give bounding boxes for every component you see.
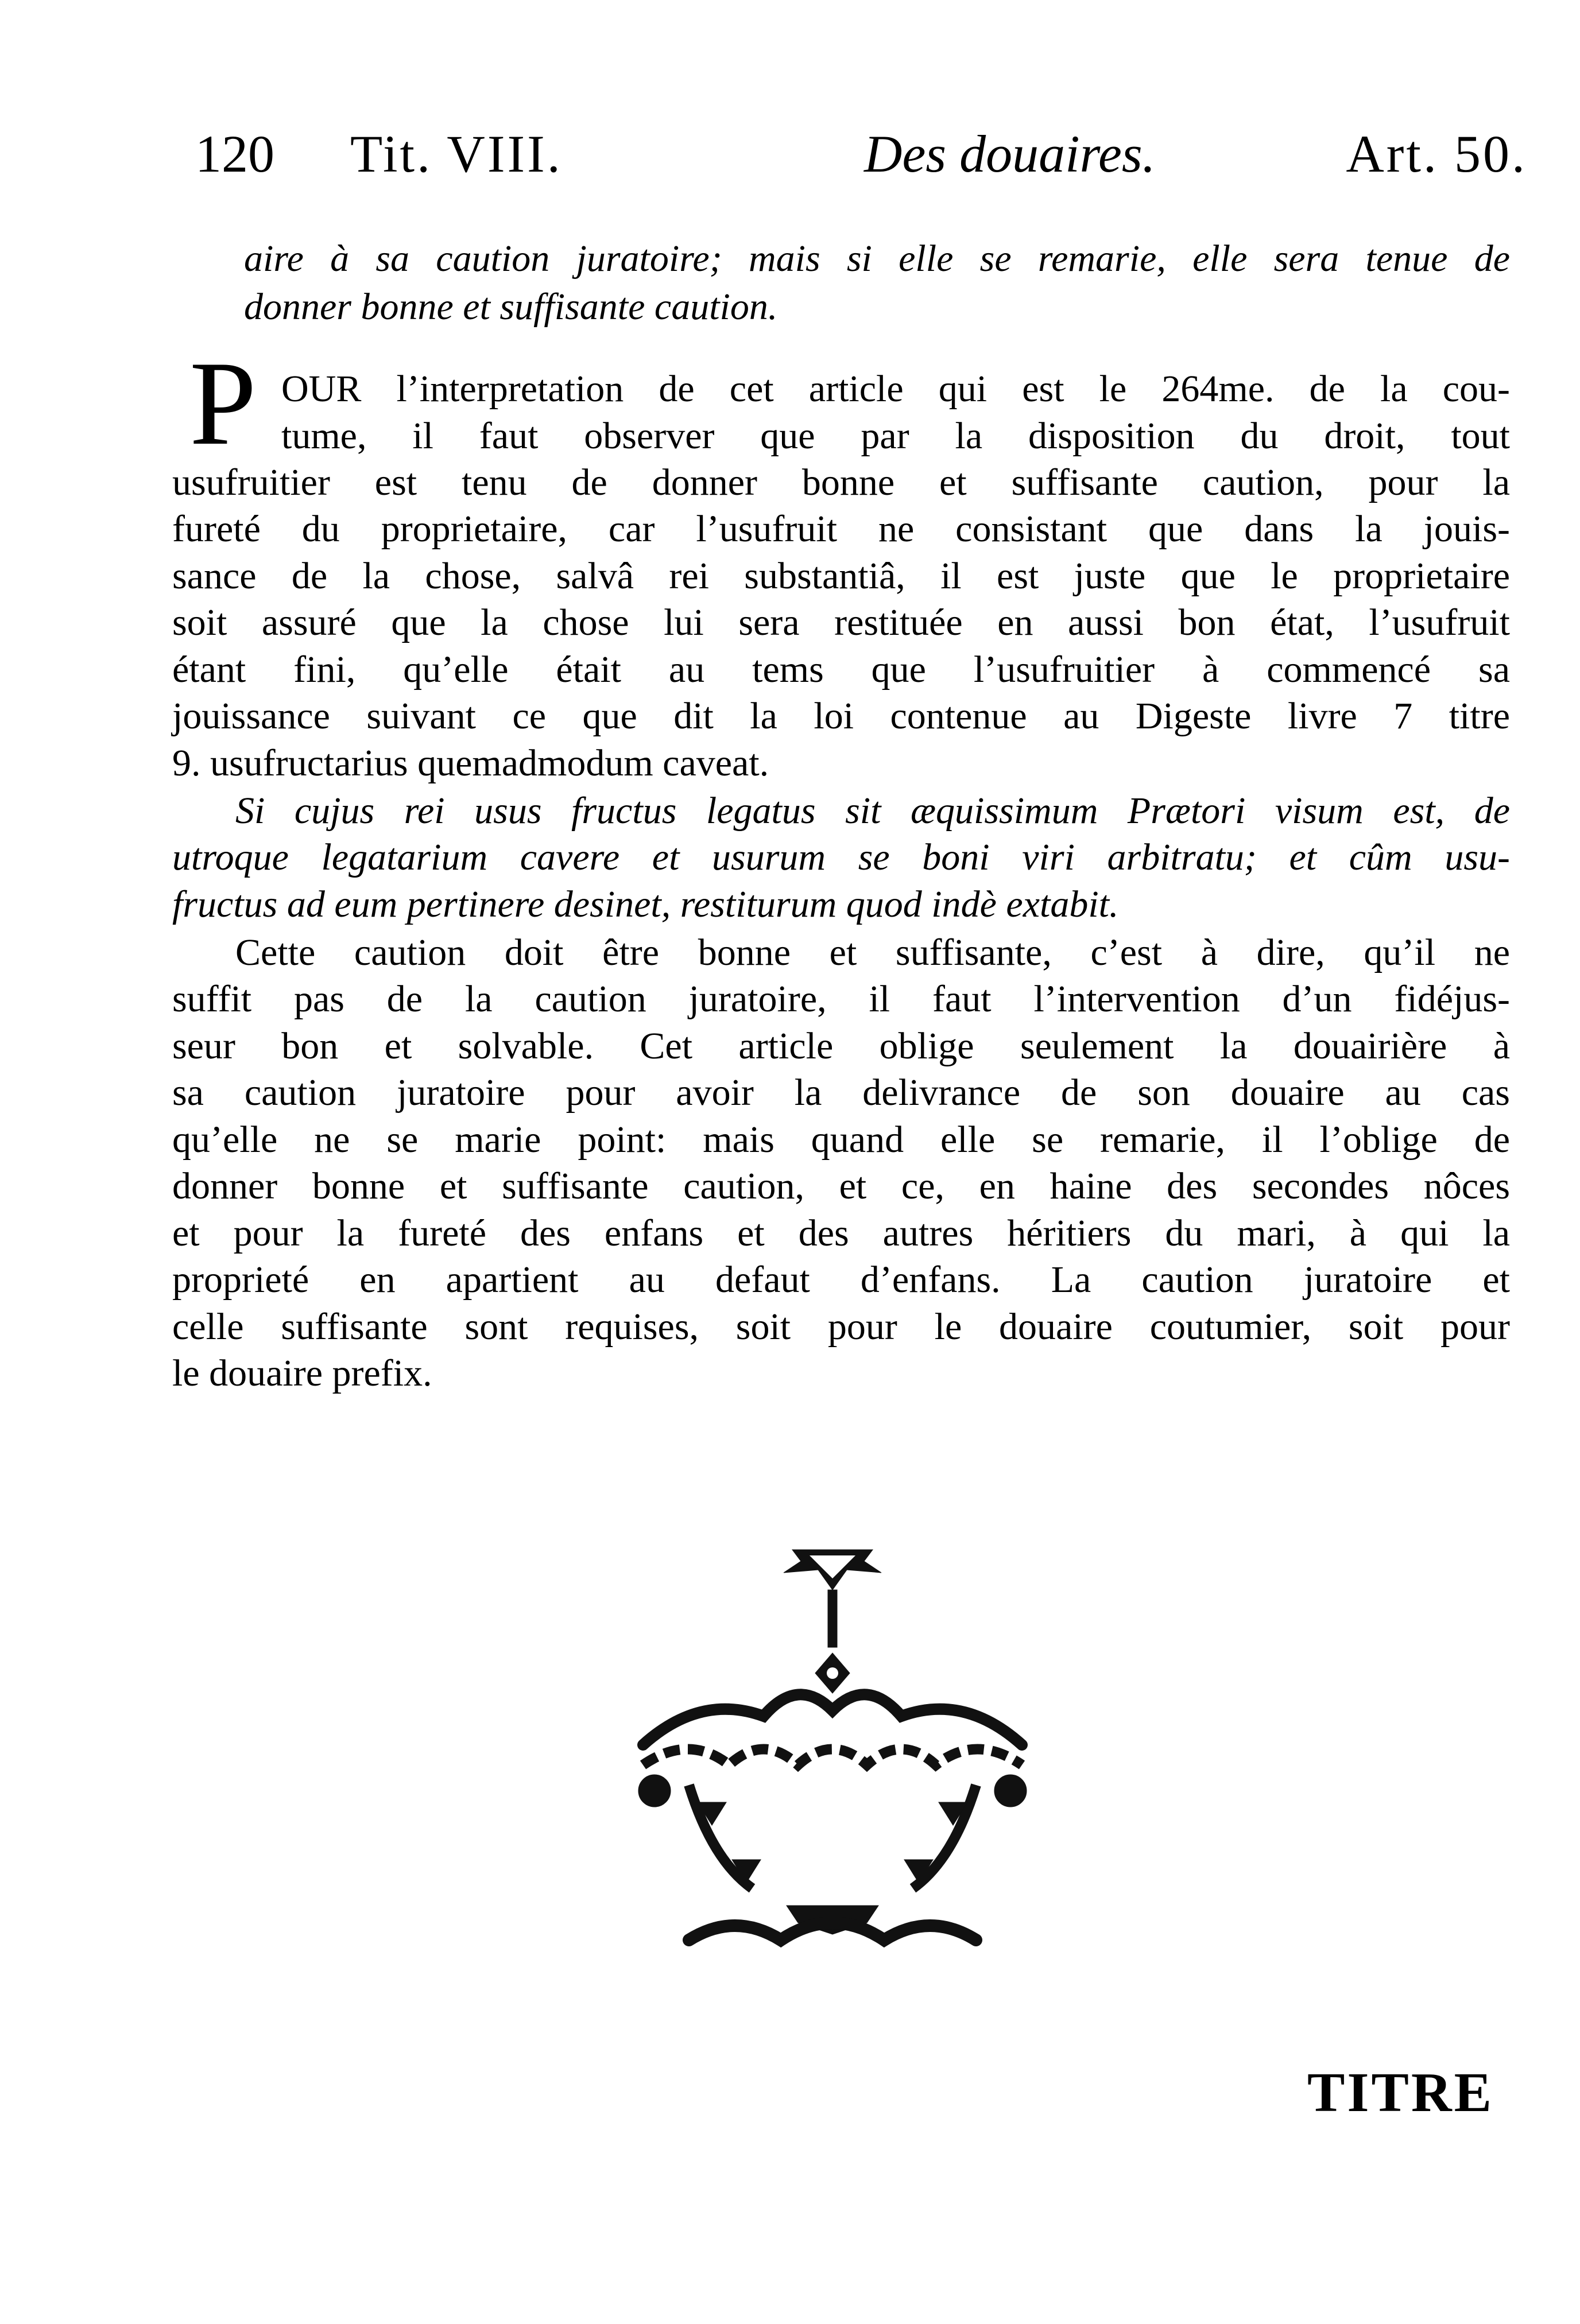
ornament-garland-top [643,1694,1022,1745]
commentary-line: usufruitier est tenu de donner bonne et suffisante caution, pour la [172,461,1510,503]
commentary-line: OUR l’interpretation de cet article qui est le 264me. de la cou- [281,368,1510,410]
paragraph-line: suffit pas de la caution juratoire, il faut l’intervention d’un fidéjus- [172,978,1510,1020]
paragraph-line: et pour la fureté des enfans et des autres héritiers du mari, à qui la [172,1212,1510,1254]
chapter-title: Des douaires. [864,125,1156,183]
commentary-line: étant fini, qu’elle était au tems que l’usufruitier à commencé sa [172,649,1510,690]
ornament-crown [784,1550,881,1590]
drop-cap: P [189,337,257,470]
page-number: 120 [195,125,274,183]
paragraph-line: seur bon et solvable. Cet article oblige seulement la douairière à [172,1025,1510,1067]
commentary-line: sance de la chose, salvâ rei substantiâ, il est juste que le proprietaire [172,555,1510,597]
paragraph-line: celle suffisante sont requises, soit pour le douaire coutumier, soit pour [172,1306,1510,1348]
latin-quote-line: fructus ad eum pertinere desinet, restiturum quod indè extabit. [172,883,1119,925]
commentary-line: jouissance suivant ce que dit la loi contenue au Digeste livre 7 titre [172,695,1510,737]
paragraph-line: Cette caution doit être bonne et suffisante, c’est à dire, qu’il ne [235,932,1510,973]
paragraph-line: donner bonne et suffisante caution, et ce, en haine des secondes nôces [172,1165,1510,1207]
paragraph-line: proprieté en apartient au defaut d’enfans. La caution juratoire et [172,1259,1510,1301]
article-text-line: donner bonne et suffisante caution. [244,286,778,328]
article-number: Art. 50. [1346,125,1527,183]
latin-quote-line: Si cujus rei usus fructus legatus sit æquissimum Prætori visum est, de [235,790,1510,832]
commentary-line: 9. usufructarius quemadmodum caveat. [172,742,769,784]
paragraph-line: le douaire prefix. [172,1352,432,1394]
ornament-left-rosette [638,1775,671,1807]
latin-quote-line: utroque legatarium cavere et usurum se boni viri arbitratu; et cûm usu- [172,836,1510,878]
title-number: Tit. VIII. [350,125,563,183]
ornament-garland-middle [643,1749,1022,1766]
commentary-line: fureté du proprietaire, car l’usufruit ne consistant que dans la jouis- [172,508,1510,550]
fleuron-ornament [620,1538,1045,1974]
running-header [195,123,1527,198]
paragraph-line: qu’elle ne se marie point: mais quand elle se remarie, il l’oblige de [172,1119,1510,1161]
catchword: TITRE [1307,2062,1494,2124]
article-text-line: aire à sa caution juratoire; mais si elle se remarie, elle sera tenue de [244,238,1510,280]
paragraph-line: sa caution juratoire pour avoir la delivrance de son douaire au cas [172,1072,1510,1113]
ornament-stem [828,1590,837,1647]
ornament-right-rosette [994,1775,1027,1807]
commentary-line: soit assuré que la chose lui sera restituée en aussi bon état, l’usufruit [172,602,1510,643]
commentary-line: tume, il faut observer que par la disposition du droit, tout [281,415,1510,457]
